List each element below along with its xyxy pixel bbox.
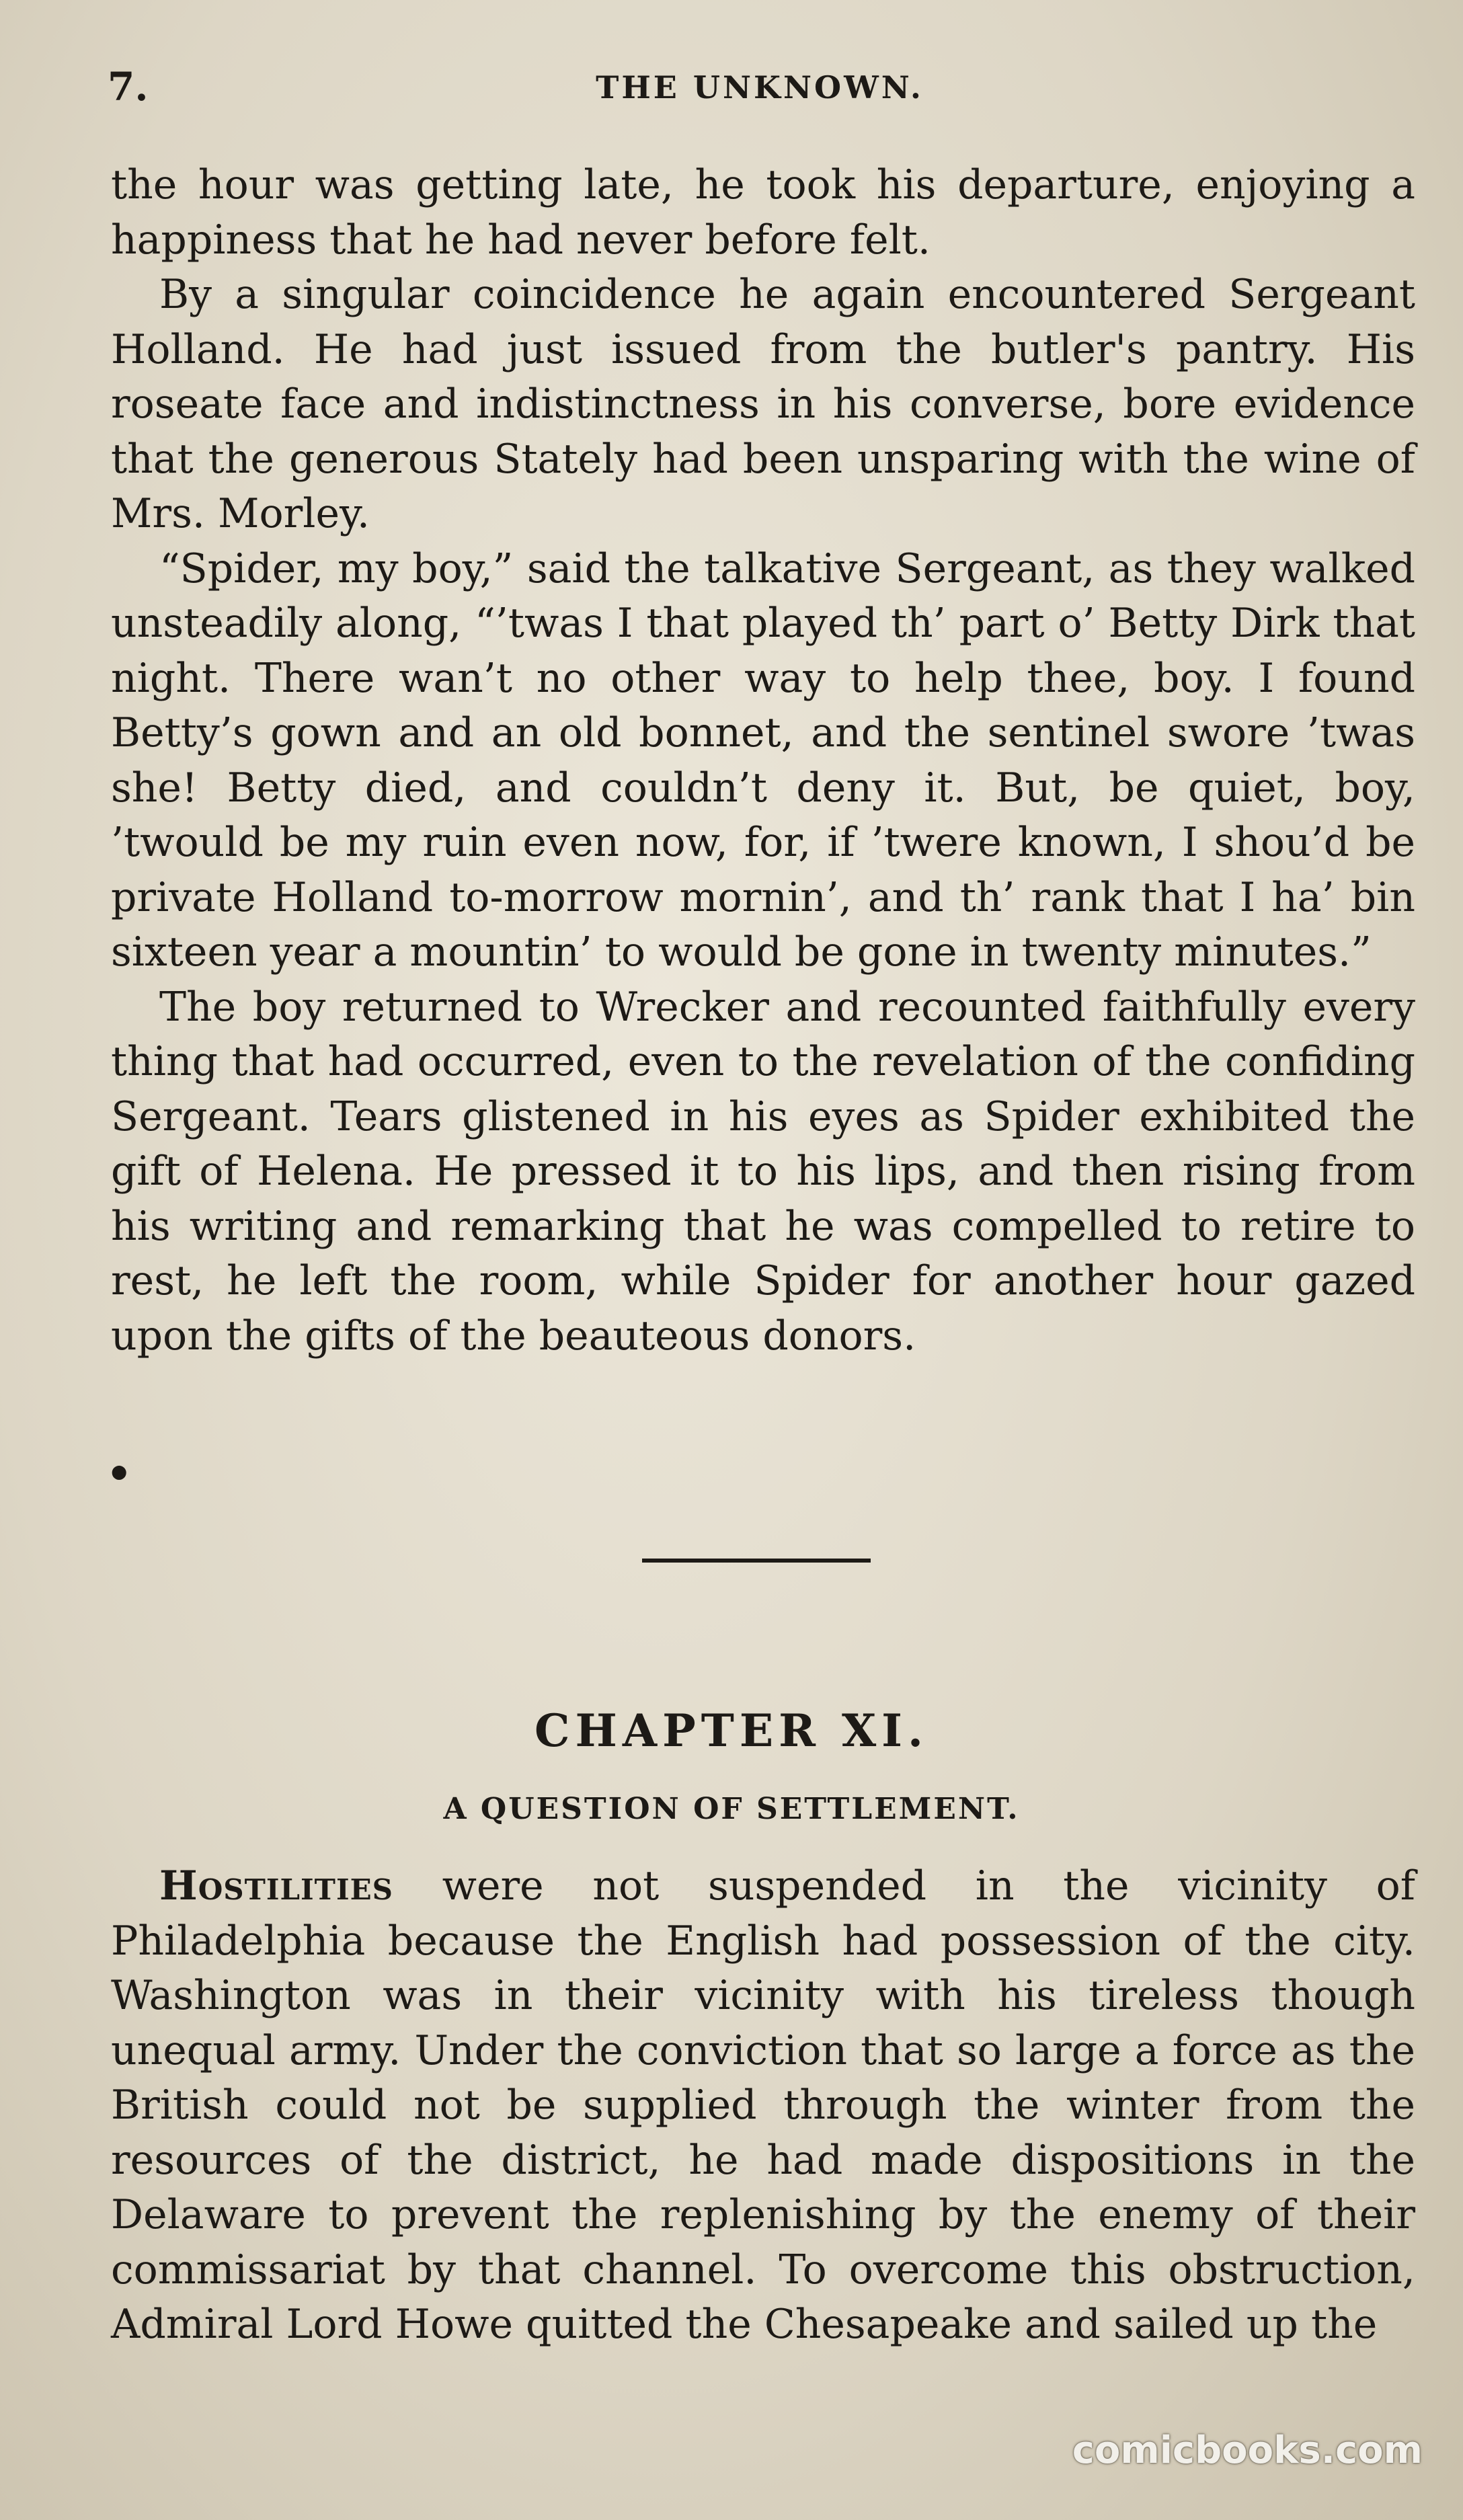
page-number: 7. [108, 64, 149, 110]
paragraph-3: “Spider, my boy,” said the talkative Sergeant, as they walked unsteadily along, “’twas I that played th’ part o’ Betty Dirk that night. There wan’t no other way to help thee, boy. I found Betty’s gown and an old bonnet, and the sentinel swore ’twas she! Betty died, and couldn’t deny it. But, be quiet, boy, ’twould be my ruin even now, for, if ’twere known, I shou’d be private Holland to-morrow mornin’, and th’ rank that I ha’ bin sixteen year a mountin’ to would be gone in twenty minutes.” [111, 545, 1415, 976]
paragraph-4: The boy returned to Wrecker and recounted faithfully every thing that had occurred, even to the revelation of the confiding Sergeant. Tears glistened in his eyes as Spider exhibited the gift of Helena. He pressed it to his lips, and then rising from his writing and remarking that he was compelled to retire to rest, he left the room, while Spider for another hour gazed upon the gifts of the beauteous donors. [111, 983, 1415, 1360]
paragraph-2: By a singular coincidence he again encountered Sergeant Holland. He had just issued from the butler's pantry. His roseate face and indistinctness in his converse, bore evidence that the generous Stately had been unsparing with the wine of Mrs. Morley. [111, 271, 1415, 537]
chapter-opening-text [111, 1859, 1415, 2353]
lead-word: Hostilities [159, 1862, 393, 1909]
chapter-subtitle: A QUESTION OF SETTLEMENT. [443, 1792, 1020, 1826]
chapter-ending-text [111, 158, 1415, 1364]
page-header [108, 64, 1412, 111]
site-watermark: comicbooks.com [1072, 2429, 1423, 2472]
chapter-paragraph-1 [111, 1859, 1415, 2353]
section-divider [642, 1559, 871, 1563]
running-title: THE UNKNOWN. [596, 69, 924, 106]
chapter-paragraph-1-text: were not suspended in the vicinity of Philadelphia because the English had possession of the city. Washington was in their vicinity with his tireless though unequal army. Under the conviction that so large a force as the British could not be supplied through the winter from the resources of the district, he had made dispositions in the Delaware to prevent the replenishing by the enemy of their commissariat by that channel. To overcome this obstruction, Admiral Lord Howe quitted the Chesapeake and sailed up the [111, 1862, 1415, 2348]
chapter-title: CHAPTER XI. [534, 1704, 929, 1757]
paragraph-1: the hour was getting late, he took his departure, enjoying a happiness that he had never before felt. [111, 161, 1415, 264]
bullet-mark: • [106, 1451, 132, 1498]
